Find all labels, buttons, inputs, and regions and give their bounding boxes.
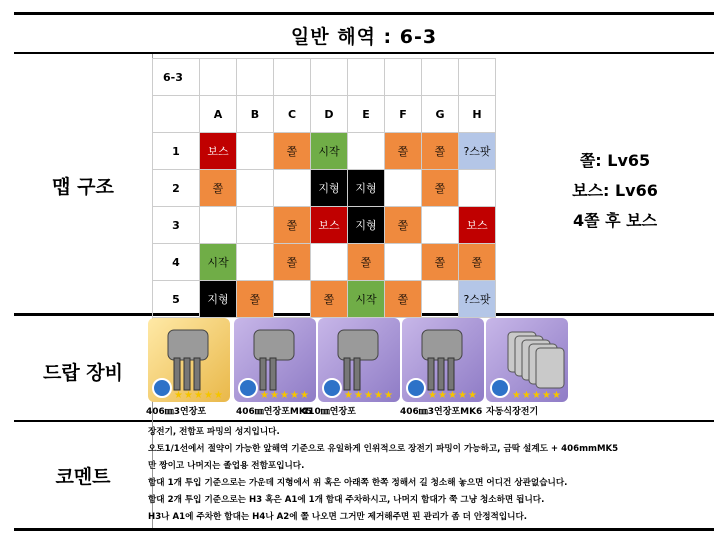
svg-text:★: ★: [458, 390, 467, 401]
column-header: E: [348, 96, 385, 133]
map-cell-c2: [274, 170, 311, 207]
svg-text:★: ★: [214, 390, 223, 401]
svg-text:★: ★: [260, 390, 269, 401]
svg-text:★: ★: [552, 390, 561, 401]
column-header: G: [422, 96, 459, 133]
comment-section-label: 코멘트: [55, 466, 111, 488]
column-header: F: [385, 96, 422, 133]
equipment-label: 406㎜3연장포MK6: [400, 407, 483, 417]
map-cell-a2: 쫄: [200, 170, 237, 207]
map-cell-c5: [274, 281, 311, 318]
map-cell-f1: 쫄: [385, 133, 422, 170]
equipment-label: 406㎜연장포MK5: [236, 407, 313, 417]
map-cell-a3: [200, 207, 237, 244]
svg-text:★: ★: [204, 390, 213, 401]
map-cell-d3: 보스: [311, 207, 348, 244]
map-cell-b1: [237, 133, 274, 170]
column-header: B: [237, 96, 274, 133]
svg-text:★: ★: [384, 390, 393, 401]
equipment-label: 410㎜연장포: [302, 407, 356, 417]
equipment-card: [402, 318, 484, 402]
map-cell-g3: [422, 207, 459, 244]
page-title: 일반 해역 : 6-3: [290, 26, 438, 48]
comment-line: 함대 1개 투입 기준으로는 가운데 지형에서 위 혹은 아래쪽 한쪽 정해서 길 청소해 놓으면 어디건 상관없습니다.: [148, 478, 568, 488]
svg-text:★: ★: [354, 390, 363, 401]
map-cell-a4: 시작: [200, 244, 237, 281]
svg-text:★: ★: [280, 390, 289, 401]
svg-text:★: ★: [174, 390, 183, 401]
map-cell-e5: 시작: [348, 281, 385, 318]
svg-text:★: ★: [344, 390, 353, 401]
bottom-border: [14, 528, 714, 531]
comment-line: 오토1/1선에서 절약이 가능한 앞해역 기준으로 유일하게 인위적으로 장전기 파밍이 가능하고, 금딱 설계도 + 406mmMK5: [148, 444, 619, 454]
map-cell-f5: 쫄: [385, 281, 422, 318]
comment-line: 함대 2개 투입 기준으로는 H3 혹은 A1에 1개 함대 주차하시고, 나머지 함대가 쭉 그냥 청소하면 됩니다.: [148, 495, 545, 505]
map-cell-g4: 쫄: [422, 244, 459, 281]
map-cell-f3: 쫄: [385, 207, 422, 244]
svg-text:★: ★: [512, 390, 521, 401]
row-header: 5: [153, 281, 200, 318]
map-cell-g2: 쫄: [422, 170, 459, 207]
svg-text:★: ★: [428, 390, 437, 401]
map-cell-e4: 쫄: [348, 244, 385, 281]
map-cell-c1: 쫄: [274, 133, 311, 170]
svg-text:★: ★: [270, 390, 279, 401]
equipment-card: [486, 318, 568, 402]
grid-corner-label: 6-3: [153, 59, 200, 96]
map-cell-a5: 지형: [200, 281, 237, 318]
map-section-label: 맵 구조: [52, 176, 114, 198]
map-cell-b3: [237, 207, 274, 244]
map-cell-b4: [237, 244, 274, 281]
column-header: A: [200, 96, 237, 133]
map-cell-c4: 쫄: [274, 244, 311, 281]
row-header: 4: [153, 244, 200, 281]
svg-text:★: ★: [290, 390, 299, 401]
equipment-label: 406㎜3연장포: [146, 407, 207, 417]
comment-line: 장전기, 전함포 파밍의 성지입니다.: [148, 427, 280, 437]
top-border: [14, 12, 714, 15]
row-header: 1: [153, 133, 200, 170]
svg-text:★: ★: [300, 390, 309, 401]
map-cell-b2: [237, 170, 274, 207]
column-header: C: [274, 96, 311, 133]
map-cell-d4: [311, 244, 348, 281]
map-cell-f4: [385, 244, 422, 281]
map-cell-b5: 쫄: [237, 281, 274, 318]
svg-text:★: ★: [532, 390, 541, 401]
map-cell-d5: 쫄: [311, 281, 348, 318]
equipment-card: [318, 318, 400, 402]
column-header: H: [459, 96, 496, 133]
map-cell-e3: 지형: [348, 207, 385, 244]
map-cell-a1: 보스: [200, 133, 237, 170]
map-cell-f2: [385, 170, 422, 207]
map-cell-g1: 쫄: [422, 133, 459, 170]
svg-text:★: ★: [184, 390, 193, 401]
drop-section-divider: [14, 420, 714, 422]
svg-text:★: ★: [438, 390, 447, 401]
equipment-card: [148, 318, 230, 402]
map-cell-e2: 지형: [348, 170, 385, 207]
svg-text:★: ★: [374, 390, 383, 401]
drop-section-label: 드랍 장비: [42, 362, 124, 384]
row-header: 2: [153, 170, 200, 207]
comment-line: 만 짱이고 나머지는 졸업용 전함포입니다.: [148, 461, 305, 471]
map-cell-c3: 쫄: [274, 207, 311, 244]
equipment-label: 자동식장전기: [486, 407, 539, 417]
comment-text: [148, 424, 718, 526]
map-cell-h4: 쫄: [459, 244, 496, 281]
svg-text:★: ★: [364, 390, 373, 401]
map-grid: [152, 58, 496, 318]
title-divider: [14, 52, 714, 54]
svg-text:★: ★: [522, 390, 531, 401]
svg-text:★: ★: [194, 390, 203, 401]
svg-text:★: ★: [448, 390, 457, 401]
column-header: D: [311, 96, 348, 133]
map-cell-d1: 시작: [311, 133, 348, 170]
boss-condition-info: 4쫄 후 보스: [572, 211, 658, 230]
map-cell-h1: ?스팟: [459, 133, 496, 170]
map-cell-d2: 지형: [311, 170, 348, 207]
map-cell-h5: ?스팟: [459, 281, 496, 318]
map-cell-h3: 보스: [459, 207, 496, 244]
enemy-level-info: 쫄: Lv65: [579, 151, 651, 170]
map-cell-h2: [459, 170, 496, 207]
equipment-card: [234, 318, 316, 402]
row-header: 3: [153, 207, 200, 244]
boss-level-info: 보스: Lv66: [572, 181, 658, 200]
svg-text:★: ★: [468, 390, 477, 401]
svg-text:★: ★: [542, 390, 551, 401]
map-cell-g5: [422, 281, 459, 318]
comment-line: H3나 A1에 주차한 함대는 H4나 A2에 쫄 나오면 그거만 제거해주면 핀 관리가 좀 더 안정적입니다.: [148, 512, 528, 522]
map-cell-e1: [348, 133, 385, 170]
